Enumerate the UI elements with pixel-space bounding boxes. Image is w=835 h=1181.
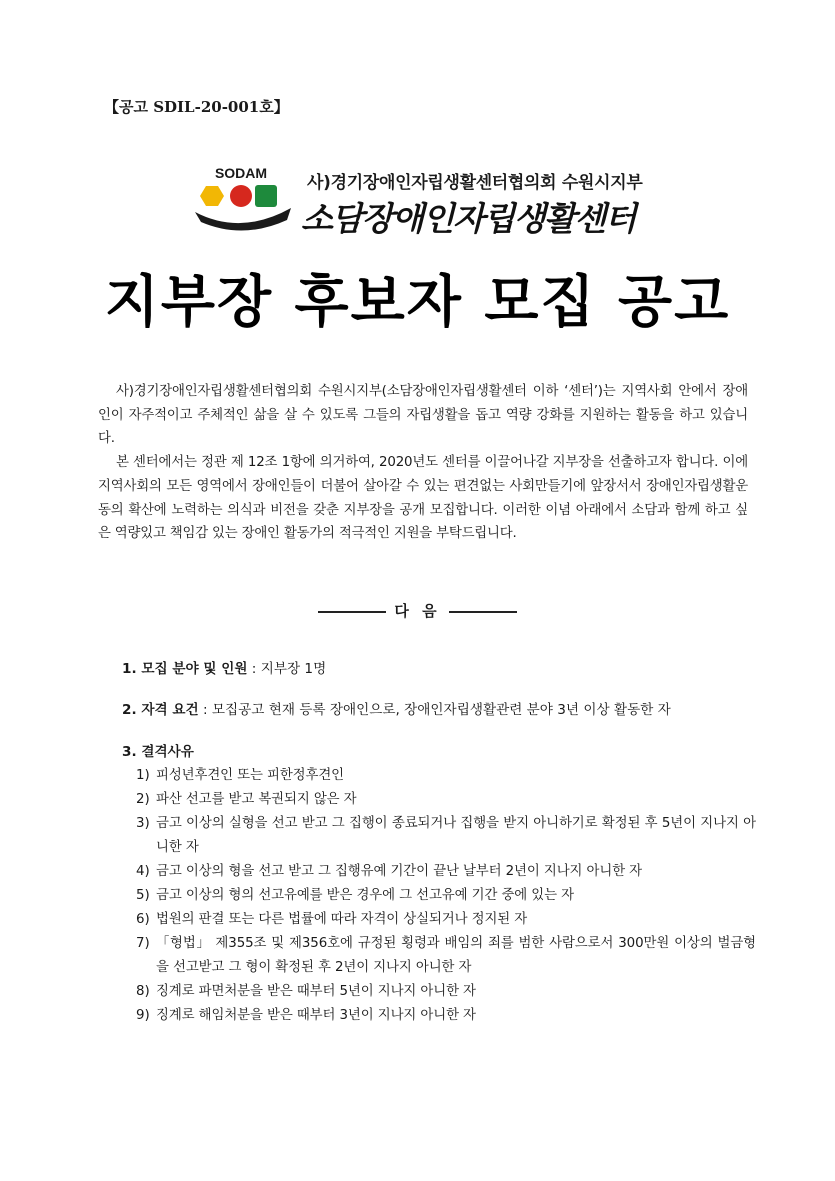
logo-red-shape bbox=[230, 185, 252, 207]
list-item bbox=[136, 1004, 756, 1028]
disqualification-section bbox=[122, 740, 194, 760]
list-item-number: 8) bbox=[136, 984, 150, 999]
logo-green-shape bbox=[255, 185, 277, 207]
list-item bbox=[136, 980, 756, 1004]
logo-base-shape bbox=[195, 208, 291, 231]
notice-number: 【공고 SDIL-20-001호】 bbox=[104, 98, 289, 116]
organization-name: 사)경기장애인자립생활센터협의회 수원시지부 bbox=[307, 173, 643, 193]
intro-paragraph: 사)경기장애인자립생활센터협의회 수원시지부(소담장애인자립생활센터 이하 ‘센터’)는 지역사회 안에서 장애인이 자주적이고 주체적인 삶을 살 수 있도록 그들의 자립생활을 돕고 역량 강화를 지원하는 활동을 하고 있습니다. bbox=[98, 384, 748, 447]
list-item bbox=[136, 908, 756, 932]
section-value: : 모집공고 현재 등록 장애인으로, 장애인자립생활관련 분야 3년 이상 활동한 자 bbox=[198, 702, 671, 718]
list-item-text: 「형법」 제355조 및 제356호에 규정된 횡령과 배임의 죄를 범한 사람으로서 300만원 이상의 벌금형을 선고받고 그 형이 확정된 후 2년이 지나지 아니한 자 bbox=[156, 936, 756, 975]
section-label: 3. 결격사유 bbox=[122, 744, 194, 760]
list-item-text: 금고 이상의 형을 선고 받고 그 집행유예 기간이 끝난 날부터 2년이 지나지 아니한 자 bbox=[156, 864, 643, 879]
section-label: 2. 자격 요건 bbox=[122, 702, 199, 718]
list-item-text: 금고 이상의 실형을 선고 받고 그 집행이 종료되거나 집행을 받지 아니하기로 확정된 후 5년이 지나지 아니한 자 bbox=[156, 816, 756, 855]
list-item-number: 5) bbox=[136, 888, 150, 903]
intro-paragraph: 본 센터에서는 정관 제 12조 1항에 의거하여, 2020년도 센터를 이끌어나갈 지부장을 선출하고자 합니다. 이에 지역사회의 모든 영역에서 장애인들이 더불어 살아갈 수 있는 편견없는 사회만들기에 앞장서서 장애인자립생활운동의 확산에 노력하는 의식과 비전을 갖춘 지부장을 공개 모집합니다. 이러한 이념 아래에서 소담과 함께 하고 싶은 역량있고 책임감 있는 장애인 활동가의 적극적인 지원을 부탁드립니다. bbox=[98, 455, 748, 542]
list-item-text: 징계로 파면처분을 받은 때부터 5년이 지나지 아니한 자 bbox=[156, 984, 476, 999]
list-item-text: 금고 이상의 형의 선고유예를 받은 경우에 그 선고유예 기간 중에 있는 자 bbox=[156, 888, 574, 903]
page-title: 지부장 후보자 모집 공고 bbox=[104, 270, 731, 335]
qualification-section bbox=[122, 698, 671, 718]
sodam-logo-icon bbox=[191, 162, 303, 242]
divider-text: 다 음 bbox=[394, 602, 441, 620]
logo-yellow-shape bbox=[200, 186, 224, 206]
list-item bbox=[136, 932, 756, 980]
list-item bbox=[136, 812, 756, 860]
list-item-text: 법원의 판결 또는 다른 법률에 따라 자격이 상실되거나 정지된 자 bbox=[156, 912, 528, 927]
section-divider bbox=[0, 600, 835, 621]
list-item-number: 7) bbox=[136, 936, 150, 951]
list-item bbox=[136, 764, 756, 788]
list-item-number: 6) bbox=[136, 912, 150, 927]
divider-line bbox=[318, 611, 386, 613]
list-item bbox=[136, 788, 756, 812]
list-item-number: 3) bbox=[136, 816, 150, 831]
center-name: 소담장애인자립생활센터 bbox=[301, 199, 636, 238]
list-item-number: 4) bbox=[136, 864, 150, 879]
divider-line bbox=[449, 611, 517, 613]
list-item bbox=[136, 884, 756, 908]
list-item-number: 2) bbox=[136, 792, 150, 807]
section-value: : 지부장 1명 bbox=[247, 661, 327, 677]
list-item-text: 징계로 해임처분을 받은 때부터 3년이 지나지 아니한 자 bbox=[156, 1008, 476, 1023]
list-item-text: 파산 선고를 받고 복권되지 않은 자 bbox=[156, 792, 357, 807]
list-item-number: 9) bbox=[136, 1008, 150, 1023]
section-label: 1. 모집 분야 및 인원 bbox=[122, 661, 248, 677]
organization-logo bbox=[191, 162, 651, 242]
logo-brand-text: SODAM bbox=[214, 165, 268, 181]
list-item bbox=[136, 860, 756, 884]
disqualification-list bbox=[136, 764, 756, 1028]
list-item-text: 피성년후견인 또는 피한정후견인 bbox=[156, 768, 345, 783]
list-item-number: 1) bbox=[136, 768, 150, 783]
intro-text bbox=[98, 380, 748, 546]
recruit-field-section bbox=[122, 657, 326, 677]
